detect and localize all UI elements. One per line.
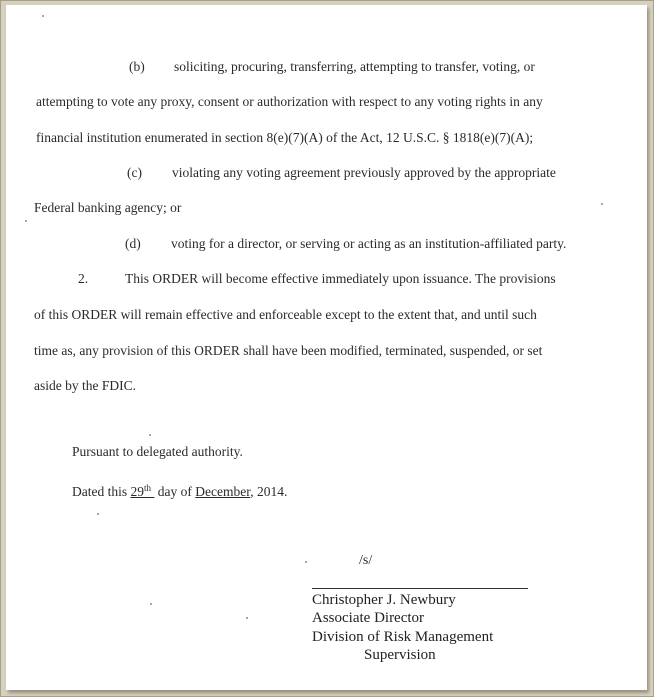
scan-speck xyxy=(305,561,307,563)
signatory-division-line-1: Division of Risk Management xyxy=(312,629,494,645)
paragraph-2-line-4: aside by the FDIC. xyxy=(34,378,136,393)
item-d-label: (d) xyxy=(125,236,141,251)
paragraph-2-line-1: This ORDER will become effective immediately upon issuance. The provisions xyxy=(125,271,556,286)
dated-line xyxy=(72,480,287,500)
scan-speck xyxy=(25,220,27,222)
paragraph-2-line-3: time as, any provision of this ORDER shall have been modified, terminated, suspended, or set xyxy=(34,343,543,358)
document-page xyxy=(6,5,647,690)
item-c-line-1: violating any voting agreement previously approved by the appropriate xyxy=(172,165,556,180)
item-b-line-2: attempting to vote any proxy, consent or authorization with respect to any voting rights in any xyxy=(36,94,543,109)
scan-speck xyxy=(601,203,603,205)
item-b-line-1: soliciting, procuring, transferring, attempting to transfer, voting, or xyxy=(174,59,535,74)
signatory-title: Associate Director xyxy=(312,610,425,626)
scan-speck xyxy=(42,15,44,17)
dated-month-prefix: day of xyxy=(154,484,196,499)
dated-day: 29th xyxy=(130,483,152,499)
scan-speck xyxy=(149,434,151,436)
signatory-name: Christopher J. Newbury xyxy=(312,592,456,608)
item-b-line-3: financial institution enumerated in section 8(e)(7)(A) of the Act, 12 U.S.C. § 1818(e)(7)(A); xyxy=(36,130,534,145)
signatory-division-line-2: Supervision xyxy=(364,647,436,663)
scan-speck xyxy=(97,513,99,515)
scan-speck xyxy=(246,617,248,619)
signature-line xyxy=(312,588,528,589)
dated-month: December xyxy=(195,484,251,499)
paragraph-2-line-2: of this ORDER will remain effective and enforceable except to the extent that, and until such xyxy=(34,307,537,322)
item-d-line-1: voting for a director, or serving or acting as an institution-affiliated party. xyxy=(171,236,567,251)
item-c-label: (c) xyxy=(127,165,142,180)
delegated-authority: Pursuant to delegated authority. xyxy=(72,444,243,459)
dated-year: , 2014. xyxy=(250,484,288,499)
item-b-label: (b) xyxy=(129,59,145,74)
signature-mark: /s/ xyxy=(359,553,373,568)
paragraph-2-number: 2. xyxy=(78,271,89,286)
item-c-line-2: Federal banking agency; or xyxy=(34,200,182,215)
dated-prefix: Dated this xyxy=(72,484,131,499)
scan-speck xyxy=(150,603,152,605)
